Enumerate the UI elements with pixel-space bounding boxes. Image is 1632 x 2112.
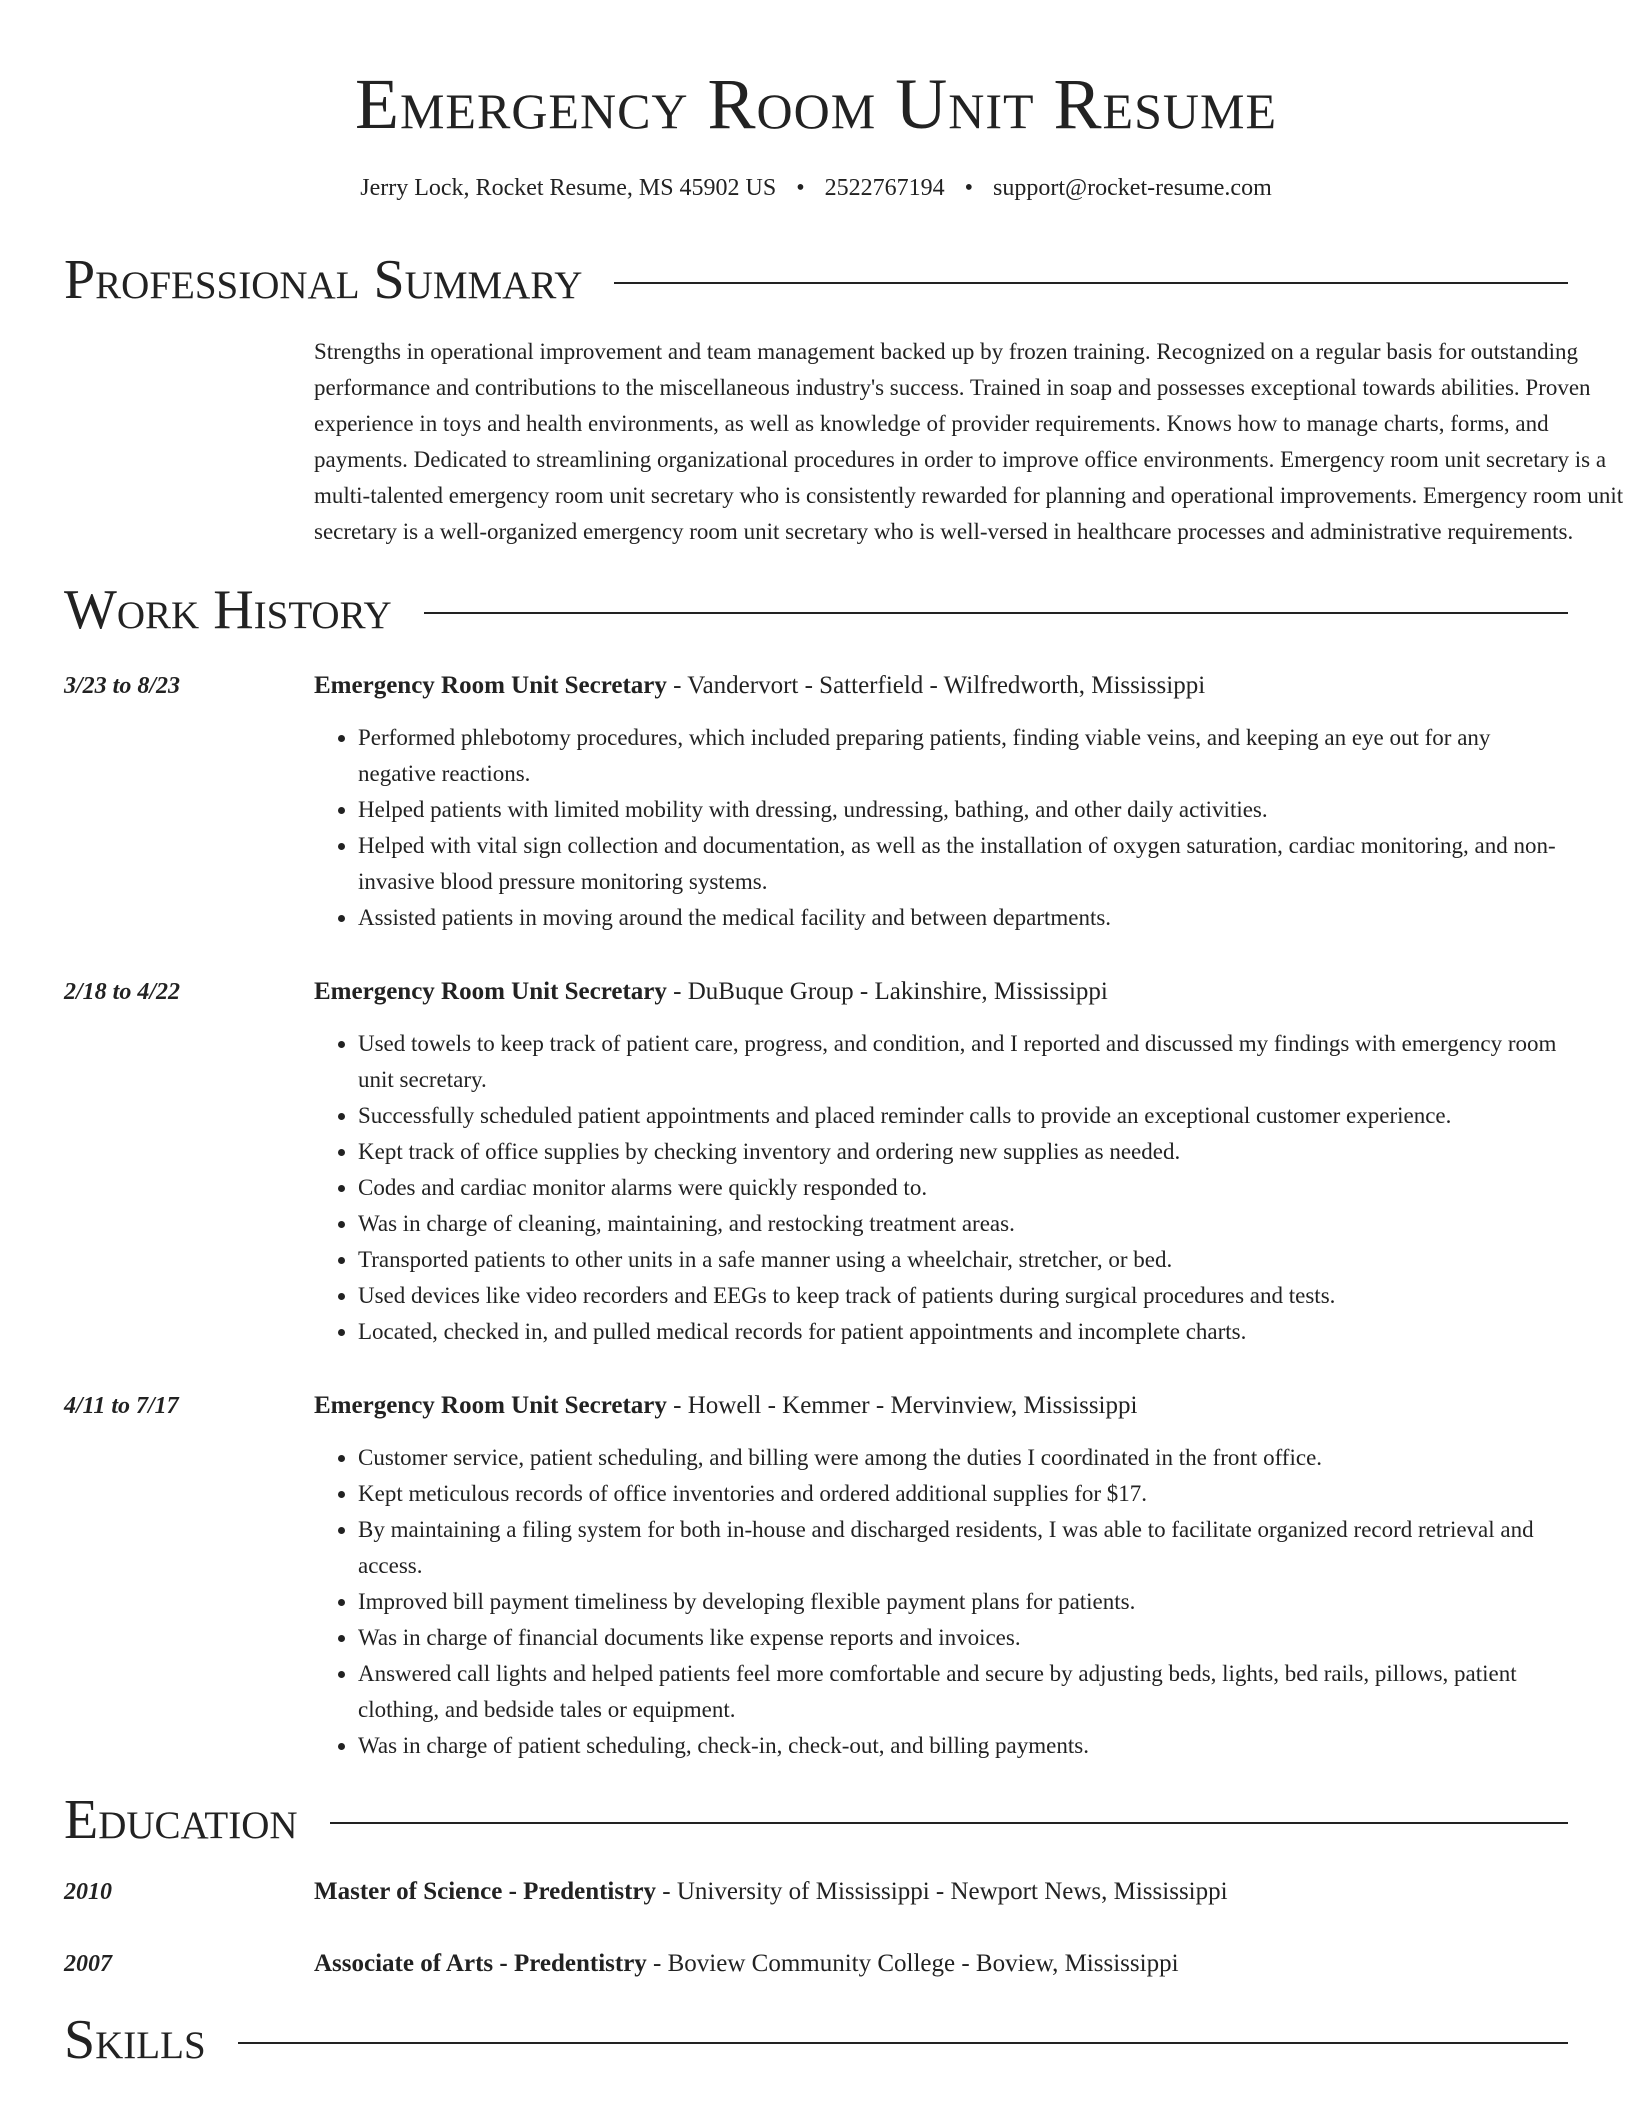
work-body [314,668,1568,936]
work-date: 2/18 to 4/22 [64,979,181,1005]
education-body [314,1874,1568,1910]
contact-separator: • [964,175,974,201]
work-role: Emergency Room Unit Secretary [314,1392,667,1419]
list-item: • Helped with vital sign collection and documentation, as well as the installation of oxygen saturation, cardiac monitoring, and non-invasive blood pressure monitoring systems. [358,828,1568,900]
education-date: 2007 [64,1951,112,1977]
list-item: • Codes and cardiac monitor alarms were quickly responded to. [358,1170,1568,1206]
list-item: • Performed phlebotomy procedures, which included preparing patients, finding viable veins, and keeping an eye out for any negative reactions. [358,720,1568,792]
work-role: Emergency Room Unit Secretary [314,978,667,1005]
section-title: Education [64,1789,298,1851]
work-employer: - DuBuque Group - Lakinshire, Mississippi [666,978,1108,1005]
contact-email: support@rocket-resume.com [993,175,1272,201]
list-item: • Used towels to keep track of patient care, progress, and condition, and I reported and discussed my findings with emergency room unit secretary. [358,1026,1568,1098]
education-date: 2010 [64,1879,112,1905]
work-date: 3/23 to 8/23 [64,673,181,699]
education-entry [64,1874,1568,1910]
section-divider [424,612,1568,614]
education-school: - Boview Community College - Boview, Mississippi [646,1950,1179,1977]
list-item: • Used devices like video recorders and EEGs to keep track of patients during surgical procedures and tests. [358,1278,1568,1314]
list-item: • Kept meticulous records of office inventories and ordered additional supplies for $17. [358,1476,1568,1512]
list-item: • By maintaining a filing system for both in-house and discharged residents, I was able to facilitate organized record retrieval and access. [358,1512,1568,1584]
work-role: Emergency Room Unit Secretary [314,672,667,699]
work-heading [314,1388,1568,1424]
work-body [314,974,1568,1350]
list-item: • Was in charge of patient scheduling, check-in, check-out, and billing payments. [358,1728,1568,1764]
work-entry [64,974,1568,1350]
list-item: • Improved bill payment timeliness by developing flexible payment plans for patients. [358,1584,1568,1620]
list-item: • Helped patients with limited mobility with dressing, undressing, bathing, and other daily activities. [358,792,1568,828]
section-professional-summary [64,248,1568,312]
section-divider [330,1822,1568,1824]
contact-separator: • [796,175,805,201]
contact-address: Jerry Lock, Rocket Resume, MS 45902 US [360,175,777,201]
education-heading [314,1946,1568,1982]
section-title: Professional Summary [64,249,583,311]
list-item: • Customer service, patient scheduling, and billing were among the duties I coordinated in the front office. [358,1440,1568,1476]
education-entry [64,1946,1568,1982]
list-item: • Assisted patients in moving around the medical facility and between departments. [358,900,1568,936]
work-employer: - Vandervort - Satterfield - Wilfredworth, Mississippi [666,672,1206,699]
list-item: • Successfully scheduled patient appointments and placed reminder calls to provide an exceptional customer experience. [358,1098,1568,1134]
work-bullets [314,1440,1568,1764]
list-item: • Located, checked in, and pulled medical records for patient appointments and incomplete charts. [358,1314,1568,1350]
list-item: • Was in charge of financial documents like expense reports and invoices. [358,1620,1568,1656]
education-heading [314,1874,1568,1910]
contact-phone: 2522767194 [824,175,945,201]
section-divider [614,282,1568,284]
section-divider [238,2042,1568,2044]
section-title: Skills [64,2009,206,2071]
section-skills [64,2008,1568,2072]
work-heading [314,974,1568,1010]
education-body [314,1946,1568,1982]
list-item: • Answered call lights and helped patients feel more comfortable and secure by adjusting beds, lights, bed rails, pillows, patient clothing, and bedside tales or equipment. [358,1656,1568,1728]
work-employer: - Howell - Kemmer - Mervinview, Mississippi [666,1392,1138,1419]
work-entry [64,668,1568,936]
work-date: 4/11 to 7/17 [64,1393,179,1419]
contact-line [64,172,1568,204]
work-bullets [314,1026,1568,1350]
section-title: Work History [64,579,392,641]
education-school: - University of Mississippi - Newport News, Mississippi [656,1878,1228,1905]
section-education [64,1788,1568,1852]
education-degree: Master of Science - Predentistry [314,1878,657,1905]
work-body [314,1388,1568,1764]
work-entry [64,1388,1568,1764]
work-heading [314,668,1568,704]
section-work-history [64,578,1568,642]
list-item: • Was in charge of cleaning, maintaining, and restocking treatment areas. [358,1206,1568,1242]
work-bullets [314,720,1568,936]
education-degree: Associate of Arts - Predentistry [314,1950,647,1977]
resume-title: Emergency Room Unit Resume [354,64,1278,144]
list-item: • Kept track of office supplies by checking inventory and ordering new supplies as needed. [358,1134,1568,1170]
summary-text: Strengths in operational improvement and team management backed up by frozen training. Recognized on a regular basis for outstanding performance and contributions to the miscellaneous industry's success. Trained in soap and possesses exceptional towards abilities. Proven experience in toys and health environments, as well as knowledge of provider requirements. Knows how to manage charts, forms, and payments. Dedicated to streamlining organizational procedures in order to improve office environments. Emergency room unit secretary is a multi-talented emergency room unit secretary who is consistently rewarded for planning and operational improvements. Emergency room unit secretary is a well-organized emergency room unit secretary who is well-versed in healthcare processes and administrative requirements. [314,339,1624,544]
list-item: • Transported patients to other units in a safe manner using a wheelchair, stretcher, or bed. [358,1242,1568,1278]
